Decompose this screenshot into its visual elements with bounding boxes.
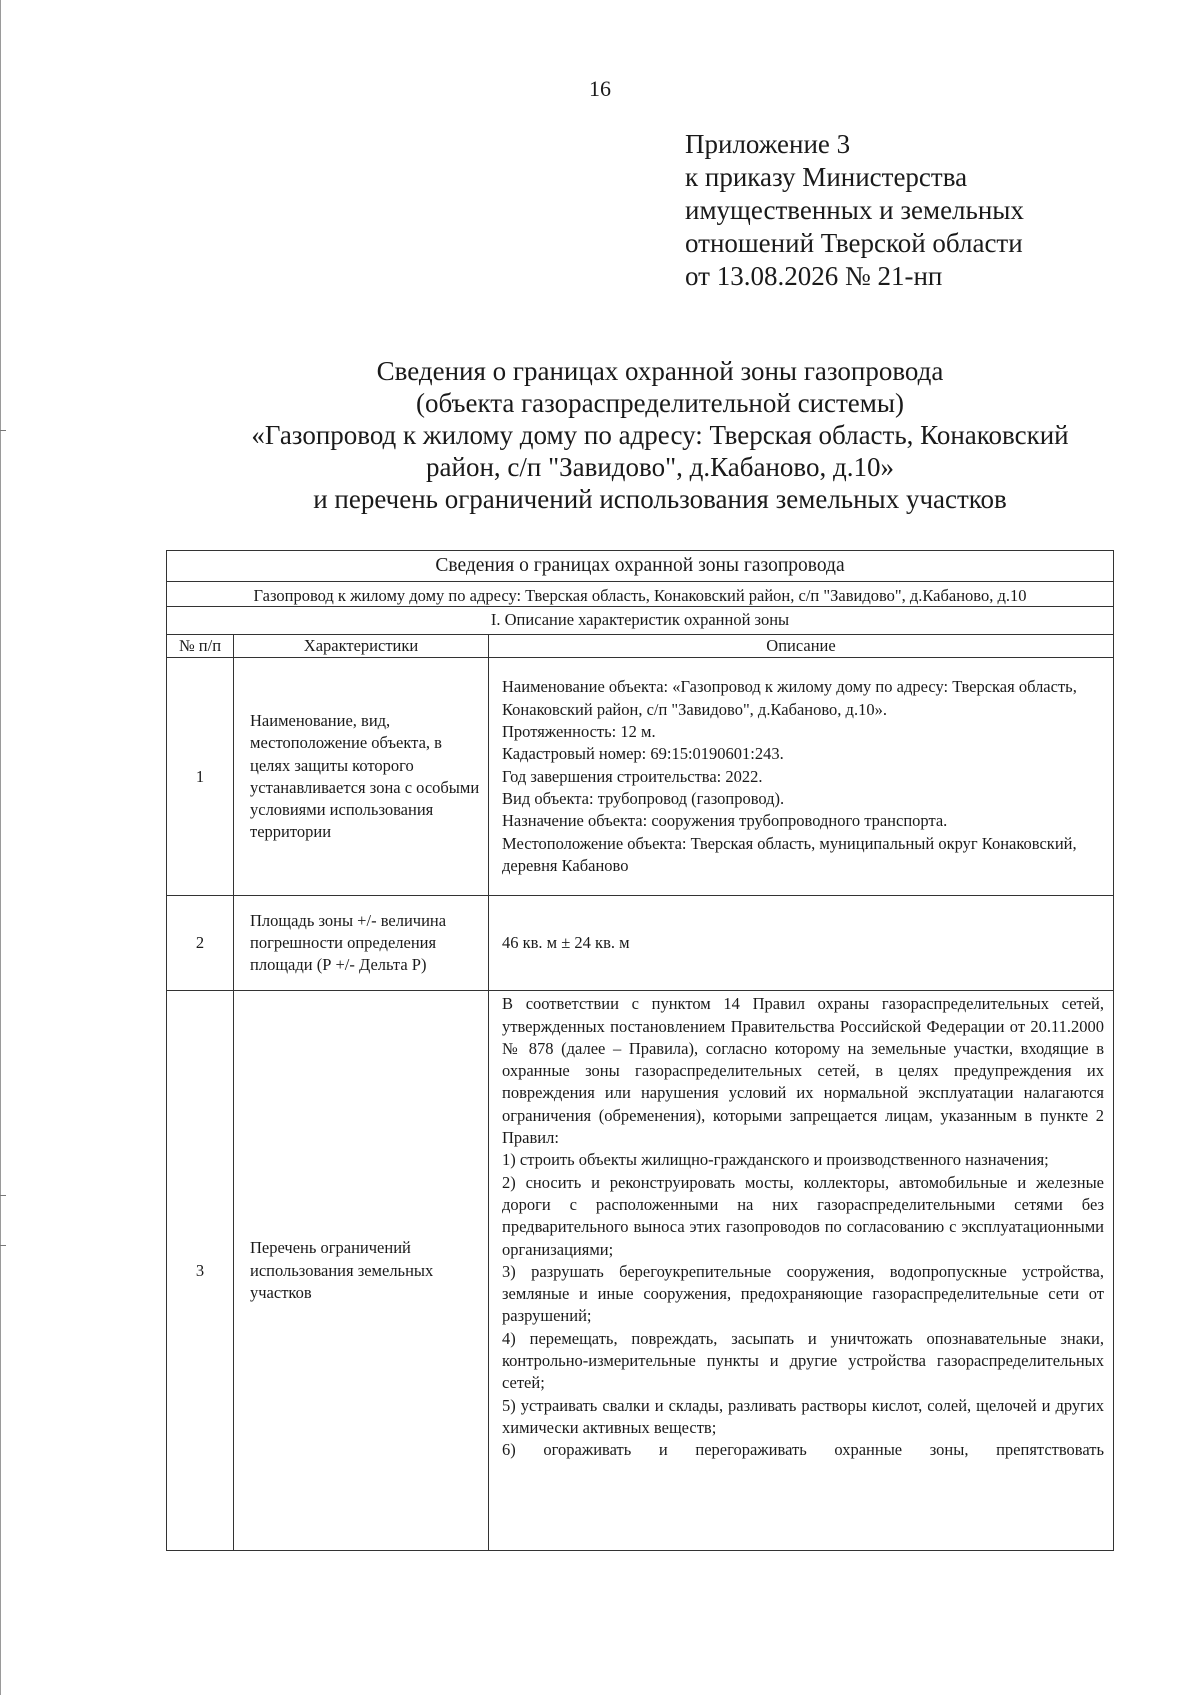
appendix-line: Приложение 3 (685, 129, 851, 159)
restriction-item: 6) огораживать и перегораживать охранные зоны, препятствовать (502, 1440, 1105, 1460)
description-line: Наименование объекта: «Газопровод к жилому дому по адресу: Тверская область, Конаковский район, с/п "Завидово", д.Кабаново, д.10». (502, 677, 1077, 719)
title-line: (объекта газораспределительной системы) (415, 388, 905, 418)
appendix-line: имущественных и земельных (685, 195, 1024, 225)
restriction-item: 1) строить объекты жилищно-гражданского и производственного назначения; (502, 1150, 1049, 1170)
description-line: Кадастровый номер: 69:15:0190601:243. (502, 744, 784, 764)
row-characteristic: Наименование, вид, местоположение объекта, в целях защиты которого устанавливается зона с особыми условиями использования территории (234, 658, 489, 896)
table-object-name: Газопровод к жилому дому по адресу: Тверская область, Конаковский район, с/п "Завидово", д.Кабаново, д.10 (167, 582, 1114, 607)
row-description: 46 кв. м ± 24 кв. м (489, 896, 1114, 991)
table-header: Сведения о границах охранной зоны газопровода (167, 551, 1114, 582)
appendix-line: к приказу Министерства (685, 162, 968, 192)
scan-margin-mark (0, 430, 6, 431)
table-row (167, 896, 1114, 991)
appendix-line: от 13.08.2026 № 21-нп (685, 261, 943, 291)
row-characteristic: Площадь зоны +/- величина погрешности определения площади (Р +/- Дельта Р) (234, 896, 489, 991)
column-header-description: Описание (489, 635, 1114, 658)
row-number: 3 (167, 991, 234, 1551)
scan-margin-mark (0, 1195, 6, 1196)
restriction-item: 2) сносить и реконструировать мосты, коллекторы, автомобильные и железные дороги с расположенными на них газораспределительными сетями без предварительного выноса этих газопроводов по согласованию с эксплуатационными организациями; (502, 1172, 1105, 1259)
restriction-paragraph: В соответствии с пунктом 14 Правил охраны газораспределительных сетей, утвержденных постановлением Правительства Российской Федерации от 20.11.2000 № 878 (далее – Правила), согласно которому на земельные участки, входящие в охранные зоны газораспределительных сетей, в целях предупреждения их повреждения или нарушения условий их нормальной эксплуатации налагаются ограничения (обременения), которыми запрещается лицам, указанным в пункте 2 Правил: (502, 994, 1105, 1148)
scan-margin-mark (0, 1245, 6, 1246)
column-header-characteristics: Характеристики (234, 635, 489, 658)
section-row (167, 607, 1114, 635)
page-number: 16 (589, 76, 611, 101)
title-line: «Газопровод к жилому дому по адресу: Тверская область, Конаковский (251, 420, 1069, 450)
row-description (489, 991, 1114, 1551)
row-number: 1 (167, 658, 234, 896)
appendix-block (685, 128, 1024, 293)
table-header-row (167, 551, 1114, 582)
row-description (489, 658, 1114, 896)
column-header-num: № п/п (167, 635, 234, 658)
scan-edge-line (0, 0, 1, 1695)
appendix-line: отношений Тверской области (685, 228, 1023, 258)
description-line: Протяженность: 12 м. (502, 722, 656, 742)
document-title (160, 355, 1160, 515)
table-row (167, 658, 1114, 896)
column-header-row (167, 635, 1114, 658)
table-row (167, 991, 1114, 1551)
restriction-item: 3) разрушать берегоукрепительные сооружения, водопропускные устройства, земляные и иные сооружения, предохраняющие газораспределительные сети от разрушений; (502, 1261, 1105, 1326)
description-line: Вид объекта: трубопровод (газопровод). (502, 788, 785, 808)
title-line: и перечень ограничений использования земельных участков (313, 484, 1007, 514)
row-number: 2 (167, 896, 234, 991)
description-line: Назначение объекта: сооружения трубопроводного транспорта. (502, 811, 948, 831)
row-characteristic: Перечень ограничений использования земельных участков (234, 991, 489, 1551)
restriction-item: 4) перемещать, повреждать, засыпать и уничтожать опознавательные знаки, контрольно-измерительные пункты и другие устройства газораспределительных сетей; (502, 1328, 1105, 1393)
object-row (167, 582, 1114, 607)
table-section-title: I. Описание характеристик охранной зоны (167, 607, 1114, 635)
restriction-item: 5) устраивать свалки и склады, разливать растворы кислот, солей, щелочей и других химически активных веществ; (502, 1395, 1105, 1437)
description-line: Местоположение объекта: Тверская область, муниципальный округ Конаковский, деревня Кабаново (502, 833, 1077, 875)
title-line: Сведения о границах охранной зоны газопровода (376, 356, 944, 386)
title-line: район, с/п "Завидово", д.Кабаново, д.10» (426, 452, 894, 482)
zone-table (166, 550, 1114, 1551)
description-line: Год завершения строительства: 2022. (502, 766, 763, 786)
